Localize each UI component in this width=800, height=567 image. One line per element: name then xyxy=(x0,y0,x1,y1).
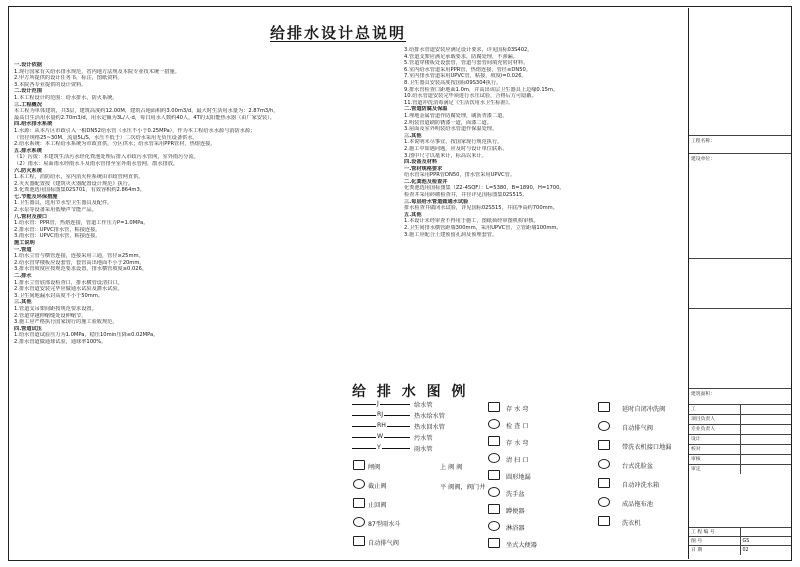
note-line: 排水检查井做闭水试验，详见国标02S515，井底净高约700mm。 xyxy=(404,205,558,212)
legend-label: 给水管 xyxy=(414,402,433,409)
legend-symbol-icon xyxy=(598,478,610,488)
legend-symbol-icon xyxy=(598,402,610,412)
note-line: 检查井采用砖砌检查井，井径详见国标图集02S515。 xyxy=(404,192,528,199)
legend-line xyxy=(352,404,410,405)
legend-item: 自动冲洗水箱 xyxy=(622,482,660,489)
note-line: 3.施工应严格执行国家现行的施工验收规范。 xyxy=(14,319,118,326)
note-line: 2.甲方所提供的设计任务书，标注，图纸资料。 xyxy=(14,75,123,82)
note-line: 三.每层给水管道做通水试验 xyxy=(404,198,469,205)
signature-row: 审核 xyxy=(689,454,791,464)
note-line: 1.本设计未经审查不得用于施工，图纸须经审图机构审核。 xyxy=(404,218,539,225)
note-line: 11.管道冲洗消毒满足《生活饮用水卫生标准》。 xyxy=(404,99,514,106)
legend-item: 自动排气阀 xyxy=(622,425,653,432)
legend-symbol-icon xyxy=(598,516,610,526)
note-line: 五.排水系统 xyxy=(14,147,42,154)
left-text-column xyxy=(14,62,398,346)
note-line: （1）污废：本建筑生活污水经化粪池处理后排入市政污水管网，室外雨污分流。 xyxy=(14,154,199,161)
note-line: 一.设计依据 xyxy=(14,62,42,68)
legend-extra: 上 阀 阀 xyxy=(440,464,463,471)
title-block xyxy=(688,8,791,559)
legend-item: 截止阀 xyxy=(368,483,387,490)
legend-symbol-icon xyxy=(598,440,610,450)
note-line: 2.水泵等设备采用低噪声节能产品。 xyxy=(14,207,97,214)
page-title: 给排水设计总说明 xyxy=(270,24,407,42)
project-name: 工程名称： xyxy=(689,135,791,153)
legend-symbol-icon xyxy=(488,453,500,463)
legend-symbol-icon xyxy=(488,487,500,497)
legend-symbol-icon xyxy=(488,521,500,531)
note-line: 4.管道支架应满足承载要求，防腐处理，不渗漏。 xyxy=(404,53,518,60)
signature-row: 设计 xyxy=(689,434,791,444)
block-field-a xyxy=(689,258,791,278)
note-line: 2.卫生间排水横管距墙300mm，采用UPVC管，立管距墙100mm。 xyxy=(404,225,562,232)
note-line: 化粪池选用国标图集（Z2-4SQF）：L=5380，B=1890，H=1700。 xyxy=(404,185,565,192)
legend-title: 给 排 水 图 例 xyxy=(352,384,469,400)
legend-symbol-icon xyxy=(488,436,500,446)
note-line: 1.管道支吊架间距按规范要求设置。 xyxy=(14,305,97,312)
legend-code: J xyxy=(377,400,379,407)
note-line: 施工说明 xyxy=(14,240,35,247)
legend-item: 闸阀 xyxy=(368,464,381,471)
note-line: 2.排水管道安装完毕应做通水试验及灌水试验。 xyxy=(14,286,123,293)
legend-item: 87型雨水斗 xyxy=(368,521,401,528)
note-line: 2.排水管：UPVC排水管，粘接连接。 xyxy=(14,226,101,233)
note-line: 三.工程概况 xyxy=(14,101,42,108)
legend-item: 成品拖布池 xyxy=(622,501,653,508)
legend-symbol-icon xyxy=(353,498,365,508)
legend-symbol-icon xyxy=(488,504,500,514)
note-line: 1.现行国家有关给水排水规范，省内地方法规及本院专业技术统一措施。 xyxy=(14,68,180,75)
legend-item: 带洗衣机接口地漏 xyxy=(622,444,672,451)
legend-item: 检 查 口 xyxy=(506,423,529,430)
note-line: 四.设备及材料 xyxy=(404,159,438,166)
legend-symbol-icon xyxy=(353,479,365,489)
legend-symbol-icon xyxy=(488,402,500,412)
block-field-b xyxy=(689,308,791,328)
legend-label: 热水给水管 xyxy=(414,413,445,420)
note-line: 五.其他 xyxy=(404,211,422,218)
legend-item: 自动排气阀 xyxy=(368,540,399,547)
note-line: （管径规格25~30M，流量5L/S，水压不低于）二次给水采用无负压设备供水。 xyxy=(14,134,198,141)
note-line: 四.给水排水系统 xyxy=(14,121,53,128)
legend-symbol-icon xyxy=(488,419,500,429)
legend-label: 污水管 xyxy=(414,435,433,442)
legend-item: 台式洗脸盆 xyxy=(622,463,653,470)
legend-symbol-icon xyxy=(598,459,610,469)
note-line: 2.排水管道做通球试验，通球率100%。 xyxy=(14,338,107,345)
note-line: 2.灭火器配置按《建筑灭火器配置设计规范》执行。 xyxy=(14,180,134,187)
note-line: 1.本工程，消防给水，室内消火栓系统由市政管网直供。 xyxy=(14,174,144,181)
legend-label: 热水回水管 xyxy=(414,424,445,431)
note-line: 3.屋面及室外明装给水管道作保温处理。 xyxy=(404,126,498,133)
note-line: 3.雨水管：UPVC雨水管，粘接连接。 xyxy=(14,233,101,240)
signature-row: 项目负责人 xyxy=(689,414,791,424)
note-line: 3.给排水管道安装应满足设计要求，详见国标03S402。 xyxy=(404,47,533,53)
legend-item: 洗衣机 xyxy=(622,520,641,527)
note-line: 1.给水立管与横管连接，连接采用三通，管径≥25mm。 xyxy=(14,253,144,260)
note-line: 一.管道 xyxy=(14,246,32,253)
note-line: 6.室内给水管道采用PPR管，热熔连接，管径≤DN50。 xyxy=(404,66,532,73)
note-line: 1.本说明未尽事宜，按国家现行规范执行。 xyxy=(404,139,503,146)
note-line: 八.管材及接口 xyxy=(14,213,48,220)
note-line: 3.施工应配合土建预留孔洞及预埋套管。 xyxy=(404,231,498,238)
building-area: 建筑面积： xyxy=(689,388,791,402)
note-line: 给水管采用PPR管DN50，排水管采用UPVC管。 xyxy=(404,172,516,179)
legend-symbol-icon xyxy=(353,536,365,546)
note-line: 二.管道防腐及保温 xyxy=(404,106,448,113)
legend-item: 清 扫 口 xyxy=(506,457,529,464)
note-line: 8.卫生器具安装高度按国标09S304执行。 xyxy=(404,79,502,86)
legend-code: Y xyxy=(377,444,381,451)
note-line: 三.其他 xyxy=(14,299,32,306)
note-line: 2.给水系统：本工程给水系统为市政直供，分区供水；给水管采用PPR管材，热熔连接。 xyxy=(14,141,216,148)
note-line: 二.化粪池及检查井 xyxy=(404,178,448,185)
legend-code: W xyxy=(377,433,384,440)
sheet-row-1: 工 程 编 号 xyxy=(689,527,791,537)
legend-code: RH xyxy=(377,422,386,429)
note-line: 2.施工中如遇问题，应及时与设计单位联系。 xyxy=(404,145,508,152)
note-line: 1.埋地金属管道作防腐处理，刷沥青漆二道。 xyxy=(404,112,508,119)
legend-symbol-icon xyxy=(598,497,610,507)
note-line: 三.其他 xyxy=(404,132,422,139)
note-line: 7.室内排水管道采用UPVC管，粘接，坡度i=0.026。 xyxy=(404,73,527,80)
note-line: 二.排水 xyxy=(14,273,32,279)
note-line: 5.管道穿楼板处设套管，管道与套管间填充密封材料。 xyxy=(404,60,529,67)
legend-item: 存 水 弯 xyxy=(506,440,529,447)
legend-item: 存 水 弯 xyxy=(506,406,529,413)
signature-row: 审定 xyxy=(689,464,791,474)
note-line: 3.排水管坡度应按规范要求设置，排水横管坡度≥0.026。 xyxy=(14,266,148,273)
note-line: （2）雨水：屋面雨水经雨水斗及雨水管排至室外雨水管网，散水排放。 xyxy=(14,160,179,167)
signature-row: 专业负责人 xyxy=(689,424,791,434)
legend-item: 止回阀 xyxy=(368,502,387,509)
note-line: 最高日生活用水量约2.70m3/d，用水定额为3L/人·d，每日用水人数约40人，4T的太阳能热水器（由厂家安装）。 xyxy=(14,114,275,121)
client-name: 建设单位： xyxy=(689,153,791,171)
note-line: 六.防火系统 xyxy=(14,167,42,174)
legend-symbol-icon xyxy=(353,460,365,470)
legend-item: 坐式大便器 xyxy=(506,542,537,549)
legend-item: 蹲便器 xyxy=(506,508,525,515)
note-line: 1.给水管：PPR管，热熔连接，管道工作压力P=1.0MPa。 xyxy=(14,220,149,227)
legend-symbol-icon xyxy=(488,470,500,480)
note-line: 七.节能及环保措施 xyxy=(14,193,58,200)
note-line: 3.卫生间地漏水封高度不小于50mm。 xyxy=(14,292,104,299)
legend-extra: 平 阀阀，阀门井 xyxy=(440,484,486,491)
legend-item: 圆形地漏 xyxy=(506,474,531,481)
note-line: 二.设计范围 xyxy=(14,88,42,95)
middle-text-column xyxy=(404,47,684,238)
note-line: 10.给水管道安装完毕须进行水压试验，合格后方可隐蔽。 xyxy=(404,93,537,100)
note-line: 1.给水管道试验压力为1.0MPa，稳压10min压降≤0.02MPa。 xyxy=(14,332,159,339)
note-line: 2.给水管穿楼板应设套管，套管高出地面不小于20mm。 xyxy=(14,259,145,266)
note-line: 1.卫生器具，选用节水型卫生器具及配件。 xyxy=(14,200,113,207)
legend-label: 雨水管 xyxy=(414,446,433,453)
legend-symbol-icon xyxy=(353,517,365,527)
note-line: 2.明装管道刷防锈漆一道，面漆二道。 xyxy=(404,119,492,126)
note-line: 一.管材规格要求 xyxy=(404,165,443,172)
legend-symbol-icon xyxy=(598,421,610,431)
note-line: 1.水源：从本片区市政引入一根DN52给水管（水压不小于0.25MPa），作为本工程给水水源与消防水源； xyxy=(14,127,256,134)
legend-item: 延时自闭冲洗阀 xyxy=(622,406,666,413)
note-line: 2.管道穿越伸缩缝处设伸缩节。 xyxy=(14,312,87,319)
legend-symbol-icon xyxy=(488,538,500,548)
note-line: 3.本院各专业提供的设计资料。 xyxy=(14,81,87,88)
note-line: 1.本工程设计的范围：给水排水，防火系统。 xyxy=(14,94,118,101)
signature-row: 工 xyxy=(689,404,791,414)
note-line: 四.管道试压 xyxy=(14,325,42,332)
sheet-row-2: 图 号 GS xyxy=(689,536,791,546)
signature-row: 校对 xyxy=(689,444,791,454)
legend-item: 洗手盆 xyxy=(506,491,525,498)
note-line: 3.化粪池选用国标图集02S701，有效容积约2.864m3。 xyxy=(14,187,145,194)
note-line: 1.排水立管底部设检查口，排水横管设清扫口。 xyxy=(14,279,123,286)
legend-item: 淋浴器 xyxy=(506,525,525,532)
note-line: 本工程为单体建筑，共3层，建筑高度约12.00M，建筑占地面积约3.00m3/d，最大时生活用水量为：2.87m3/h， xyxy=(14,108,279,115)
legend-code: RJ xyxy=(377,411,384,418)
note-line: 3.图中尺寸以毫米计，标高以米计。 xyxy=(404,152,487,159)
note-line: 9.排水管检查口距地面1.0m，并高出该层卫生器具上边缘0.15m。 xyxy=(404,86,559,93)
sheet-row-3: 日 期 02 xyxy=(689,545,791,555)
